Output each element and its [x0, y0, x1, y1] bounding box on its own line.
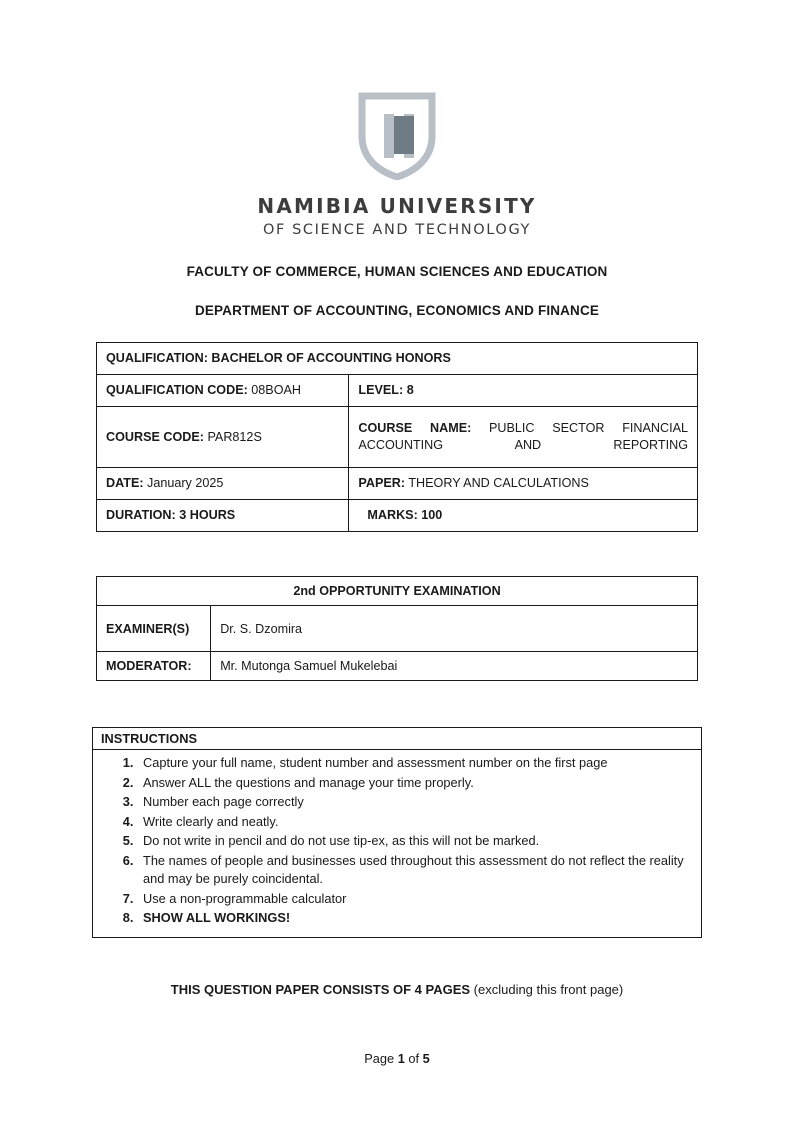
examination-title: 2nd OPPORTUNITY EXAMINATION	[97, 577, 698, 606]
page-prefix: Page	[364, 1050, 398, 1066]
course-code-label: COURSE CODE:	[106, 429, 204, 444]
page-number	[0, 1051, 794, 1066]
moderator-label: MODERATOR:	[97, 652, 211, 681]
logo-container	[0, 0, 794, 180]
university-subtitle: OF SCIENCE AND TECHNOLOGY	[262, 222, 532, 238]
course-name-cell	[349, 407, 698, 468]
qualification-code-label: QUALIFICATION CODE:	[106, 383, 248, 397]
pages-note-rest: (excluding this front page)	[470, 981, 624, 997]
table-row	[97, 343, 698, 375]
paper-label: PAPER:	[358, 476, 406, 490]
instructions-heading: INSTRUCTIONS	[93, 728, 701, 750]
course-code-value: PAR812S	[207, 429, 262, 444]
list-item: 5. Do not write in pencil and do not use tip-ex, as this will not be marked.	[137, 832, 693, 851]
list-item: 6. The names of people and businesses used throughout this assessment do not reflect the reality and may be purely coincidental.	[137, 852, 693, 889]
list-item: 2. Answer ALL the questions and manage your time properly.	[137, 774, 693, 793]
department-title: DEPARTMENT OF ACCOUNTING, ECONOMICS AND FINANCE	[194, 303, 600, 318]
examination-details-table	[96, 576, 698, 681]
qualification-cell: QUALIFICATION: BACHELOR OF ACCOUNTING HONORS	[97, 343, 698, 375]
list-item: 3. Number each page correctly	[137, 793, 693, 812]
list-item: 8. SHOW ALL WORKINGS!	[137, 909, 693, 928]
marks-cell: MARKS: 100	[349, 500, 698, 532]
list-item: 1. Capture your full name, student number and assessment number on the first page	[137, 754, 693, 773]
course-name-value: PUBLIC SECTOR FINANCIAL ACCOUNTING AND REPORTING	[358, 421, 689, 452]
level-label: LEVEL:	[358, 383, 404, 397]
table-row	[97, 577, 698, 606]
table-row	[97, 468, 698, 500]
shield-logo-icon	[356, 92, 438, 180]
instructions-body	[93, 750, 701, 937]
instructions-list	[101, 754, 693, 928]
university-name: NAMIBIA UNIVERSITY	[257, 194, 537, 218]
instructions-box	[92, 727, 702, 938]
course-code-cell	[97, 407, 349, 468]
page-total: 5	[422, 1050, 430, 1066]
date-value: January 2025	[147, 476, 224, 490]
pages-note	[0, 982, 794, 997]
duration-cell: DURATION: 3 HOURS	[97, 500, 349, 532]
list-item: 7. Use a non-programmable calculator	[137, 890, 693, 909]
page-middle: of	[404, 1050, 423, 1066]
table-row	[97, 652, 698, 681]
examiner-label: EXAMINER(S)	[97, 606, 211, 652]
table-row	[97, 407, 698, 468]
page-current: 1	[397, 1050, 405, 1066]
course-name-label: COURSE NAME:	[358, 421, 472, 435]
moderator-value: Mr. Mutonga Samuel Mukelebai	[211, 652, 698, 681]
table-row	[97, 500, 698, 532]
faculty-title: FACULTY OF COMMERCE, HUMAN SCIENCES AND EDUCATION	[186, 264, 608, 279]
date-label: DATE:	[106, 476, 144, 490]
level-cell	[349, 375, 698, 407]
qualification-info-table	[96, 342, 698, 532]
table-row	[97, 606, 698, 652]
examiner-value: Dr. S. Dzomira	[211, 606, 698, 652]
paper-value: THEORY AND CALCULATIONS	[408, 476, 589, 490]
pages-note-bold: THIS QUESTION PAPER CONSISTS OF 4 PAGES	[170, 981, 471, 997]
list-item: 4. Write clearly and neatly.	[137, 813, 693, 832]
table-row	[97, 375, 698, 407]
qualification-code-cell	[97, 375, 349, 407]
date-cell	[97, 468, 349, 500]
paper-cell	[349, 468, 698, 500]
level-value: 8	[406, 383, 414, 397]
qualification-code-value: 08BOAH	[251, 383, 301, 397]
